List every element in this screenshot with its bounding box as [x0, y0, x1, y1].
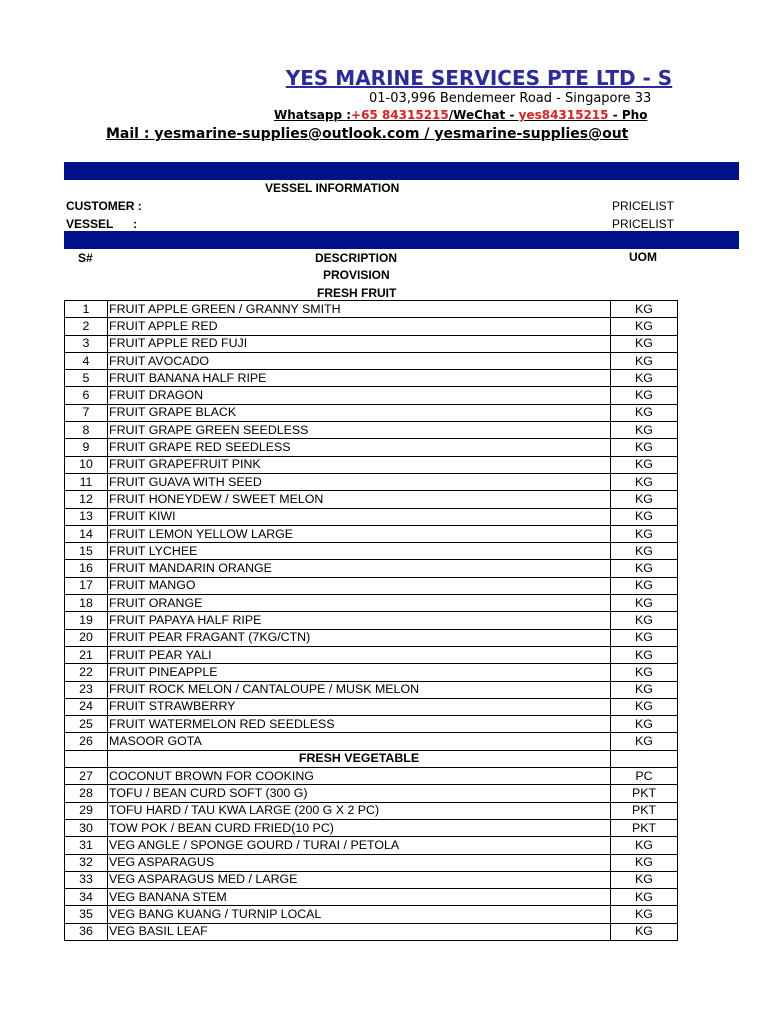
cell-uom: KG [611, 439, 678, 456]
cell-sn: 27 [65, 768, 108, 785]
table-row [65, 508, 678, 525]
cell-sn: 24 [65, 698, 108, 715]
whatsapp-label: Whatsapp : [274, 108, 352, 122]
table-row [65, 819, 678, 836]
table-row [65, 646, 678, 663]
cell-description: FRUIT ORANGE [108, 595, 611, 612]
table-row [65, 335, 678, 352]
cell-sn: 29 [65, 802, 108, 819]
cell-sn: 33 [65, 871, 108, 888]
cell-sn: 35 [65, 906, 108, 923]
table-row [65, 837, 678, 854]
cell-description: FRUIT MANDARIN ORANGE [108, 560, 611, 577]
cell-description: VEG ASPARAGUS MED / LARGE [108, 871, 611, 888]
cell-uom: PKT [611, 819, 678, 836]
cell-uom: KG [611, 560, 678, 577]
cell-uom: KG [611, 733, 678, 750]
cell-sn: 8 [65, 422, 108, 439]
cell-uom: KG [611, 352, 678, 369]
table-row [65, 370, 678, 387]
items-table [64, 300, 678, 941]
table-row [65, 387, 678, 404]
cell-uom: KG [611, 335, 678, 352]
cell-description: FRUIT GRAPE BLACK [108, 404, 611, 421]
cell-description: FRUIT ROCK MELON / CANTALOUPE / MUSK MELON [108, 681, 611, 698]
cell-uom: KG [611, 716, 678, 733]
cell-uom: KG [611, 595, 678, 612]
table-row [65, 906, 678, 923]
cell-uom: PKT [611, 785, 678, 802]
company-title: YES MARINE SERVICES PTE LTD - S [285, 66, 673, 90]
cell-uom: KG [611, 301, 678, 318]
cell-description: TOW POK / BEAN CURD FRIED(10 PC) [108, 819, 611, 836]
cell-description: VEG ANGLE / SPONGE GOURD / TURAI / PETOLA [108, 837, 611, 854]
cell-sn: 36 [65, 923, 108, 940]
wechat-id[interactable]: yes84315215 [518, 108, 609, 122]
table-row [65, 733, 678, 750]
cell-uom: KG [611, 387, 678, 404]
cell-description: FRUIT APPLE GREEN / GRANNY SMITH [108, 301, 611, 318]
cell-sn: 14 [65, 525, 108, 542]
cell-description: FRUIT PAPAYA HALF RIPE [108, 612, 611, 629]
table-row [65, 889, 678, 906]
cell-uom: KG [611, 577, 678, 594]
cell-description: FRUIT KIWI [108, 508, 611, 525]
company-address: 01-03,996 Bendemeer Road - Singapore 33 [369, 91, 652, 106]
cell-uom: KG [611, 612, 678, 629]
cell-description: FRUIT LYCHEE [108, 543, 611, 560]
table-row [65, 491, 678, 508]
cell-sn: 13 [65, 508, 108, 525]
cell-description: FRUIT GUAVA WITH SEED [108, 473, 611, 490]
cell-sn: 16 [65, 560, 108, 577]
cell-uom: KG [611, 473, 678, 490]
cell-sn: 31 [65, 837, 108, 854]
cell-description: FRUIT STRAWBERRY [108, 698, 611, 715]
table-row [65, 681, 678, 698]
cell-uom: KG [611, 422, 678, 439]
cell-uom: KG [611, 629, 678, 646]
table-row [65, 473, 678, 490]
table-row [65, 785, 678, 802]
cell-uom: KG [611, 698, 678, 715]
items-table-body [65, 301, 678, 941]
column-uom-header: UOM [629, 250, 657, 264]
cell-sn: 20 [65, 629, 108, 646]
cell-sn: 7 [65, 404, 108, 421]
table-row [65, 577, 678, 594]
table-row [65, 923, 678, 940]
cell-sn: 6 [65, 387, 108, 404]
cell-uom: KG [611, 491, 678, 508]
cell-description: FRUIT GRAPEFRUIT PINK [108, 456, 611, 473]
cell-sn: 23 [65, 681, 108, 698]
cell-description: FRESH VEGETABLE [108, 750, 611, 767]
table-row [65, 456, 678, 473]
cell-sn: 11 [65, 473, 108, 490]
phone-label: - Pho [608, 108, 648, 122]
pricelist-label-1: PRICELIST [612, 199, 675, 213]
cell-description: FRUIT LEMON YELLOW LARGE [108, 525, 611, 542]
cell-uom [611, 750, 678, 767]
cell-sn: 32 [65, 854, 108, 871]
cell-sn: 34 [65, 889, 108, 906]
cell-description: FRUIT AVOCADO [108, 352, 611, 369]
table-row [65, 716, 678, 733]
cell-description: FRUIT PINEAPPLE [108, 664, 611, 681]
table-row [65, 664, 678, 681]
cell-sn: 22 [65, 664, 108, 681]
cell-uom: KG [611, 889, 678, 906]
mail-line[interactable]: Mail : yesmarine-supplies@outlook.com / yesmarine-supplies@out [106, 126, 629, 142]
customer-label: CUSTOMER : [66, 199, 142, 213]
table-row [65, 525, 678, 542]
cell-sn: 19 [65, 612, 108, 629]
cell-description: FRUIT GRAPE GREEN SEEDLESS [108, 422, 611, 439]
company-name [0, 66, 678, 90]
cell-uom: KG [611, 681, 678, 698]
cell-description: FRUIT MANGO [108, 577, 611, 594]
cell-uom: KG [611, 318, 678, 335]
column-sn-header: S# [78, 251, 93, 265]
cell-uom: KG [611, 525, 678, 542]
table-row [65, 318, 678, 335]
cell-sn: 26 [65, 733, 108, 750]
cell-sn: 9 [65, 439, 108, 456]
cell-sn: 2 [65, 318, 108, 335]
cell-uom: KG [611, 543, 678, 560]
cell-sn: 18 [65, 595, 108, 612]
cell-sn: 30 [65, 819, 108, 836]
table-row [65, 768, 678, 785]
section-provision: PROVISION [323, 268, 390, 282]
table-row [65, 595, 678, 612]
cell-sn: 17 [65, 577, 108, 594]
cell-description: FRUIT GRAPE RED SEEDLESS [108, 439, 611, 456]
cell-uom: PKT [611, 802, 678, 819]
cell-uom: KG [611, 854, 678, 871]
cell-description: VEG ASPARAGUS [108, 854, 611, 871]
pricelist-label-2: PRICELIST [612, 217, 675, 231]
cell-uom: KG [611, 508, 678, 525]
cell-description: VEG BASIL LEAF [108, 923, 611, 940]
table-row [65, 422, 678, 439]
vessel-label: VESSEL : [66, 217, 138, 231]
cell-description: FRUIT APPLE RED FUJI [108, 335, 611, 352]
cell-uom: KG [611, 871, 678, 888]
cell-description: FRUIT PEAR YALI [108, 646, 611, 663]
cell-description: VEG BANG KUANG / TURNIP LOCAL [108, 906, 611, 923]
cell-uom: KG [611, 837, 678, 854]
cell-uom: KG [611, 404, 678, 421]
table-row [65, 802, 678, 819]
table-row [65, 698, 678, 715]
cell-description: FRUIT HONEYDEW / SWEET MELON [108, 491, 611, 508]
table-row [65, 612, 678, 629]
cell-uom: KG [611, 906, 678, 923]
table-row [65, 854, 678, 871]
cell-description: MASOOR GOTA [108, 733, 611, 750]
table-row [65, 439, 678, 456]
cell-description: COCONUT BROWN FOR COOKING [108, 768, 611, 785]
cell-description: VEG BANANA STEM [108, 889, 611, 906]
cell-description: FRUIT BANANA HALF RIPE [108, 370, 611, 387]
cell-uom: KG [611, 456, 678, 473]
cell-sn: 1 [65, 301, 108, 318]
cell-sn: 4 [65, 352, 108, 369]
contact-line [274, 108, 678, 122]
wechat-label: /WeChat - [448, 108, 519, 122]
header-bar-bottom [64, 231, 739, 249]
table-row [65, 871, 678, 888]
cell-sn [65, 750, 108, 767]
cell-uom: PC [611, 768, 678, 785]
table-row [65, 560, 678, 577]
table-row [65, 352, 678, 369]
cell-uom: KG [611, 923, 678, 940]
category-fresh-fruit: FRESH FRUIT [317, 286, 397, 300]
cell-sn: 12 [65, 491, 108, 508]
cell-sn: 28 [65, 785, 108, 802]
category-row [65, 750, 678, 767]
cell-description: FRUIT DRAGON [108, 387, 611, 404]
column-description-header: DESCRIPTION [315, 251, 398, 265]
table-row [65, 543, 678, 560]
cell-description: FRUIT WATERMELON RED SEEDLESS [108, 716, 611, 733]
cell-sn: 3 [65, 335, 108, 352]
cell-description: FRUIT APPLE RED [108, 318, 611, 335]
whatsapp-number[interactable]: +65 84315215 [351, 108, 449, 122]
cell-uom: KG [611, 664, 678, 681]
table-row [65, 404, 678, 421]
cell-sn: 15 [65, 543, 108, 560]
cell-sn: 10 [65, 456, 108, 473]
table-row [65, 301, 678, 318]
cell-uom: KG [611, 370, 678, 387]
cell-sn: 21 [65, 646, 108, 663]
cell-description: FRUIT PEAR FRAGANT (7KG/CTN) [108, 629, 611, 646]
cell-uom: KG [611, 646, 678, 663]
cell-sn: 5 [65, 370, 108, 387]
vessel-info-title: VESSEL INFORMATION [265, 181, 400, 195]
cell-description: TOFU / BEAN CURD SOFT (300 G) [108, 785, 611, 802]
header-bar-top [64, 162, 739, 180]
cell-sn: 25 [65, 716, 108, 733]
table-row [65, 629, 678, 646]
cell-description: TOFU HARD / TAU KWA LARGE (200 G X 2 PC) [108, 802, 611, 819]
